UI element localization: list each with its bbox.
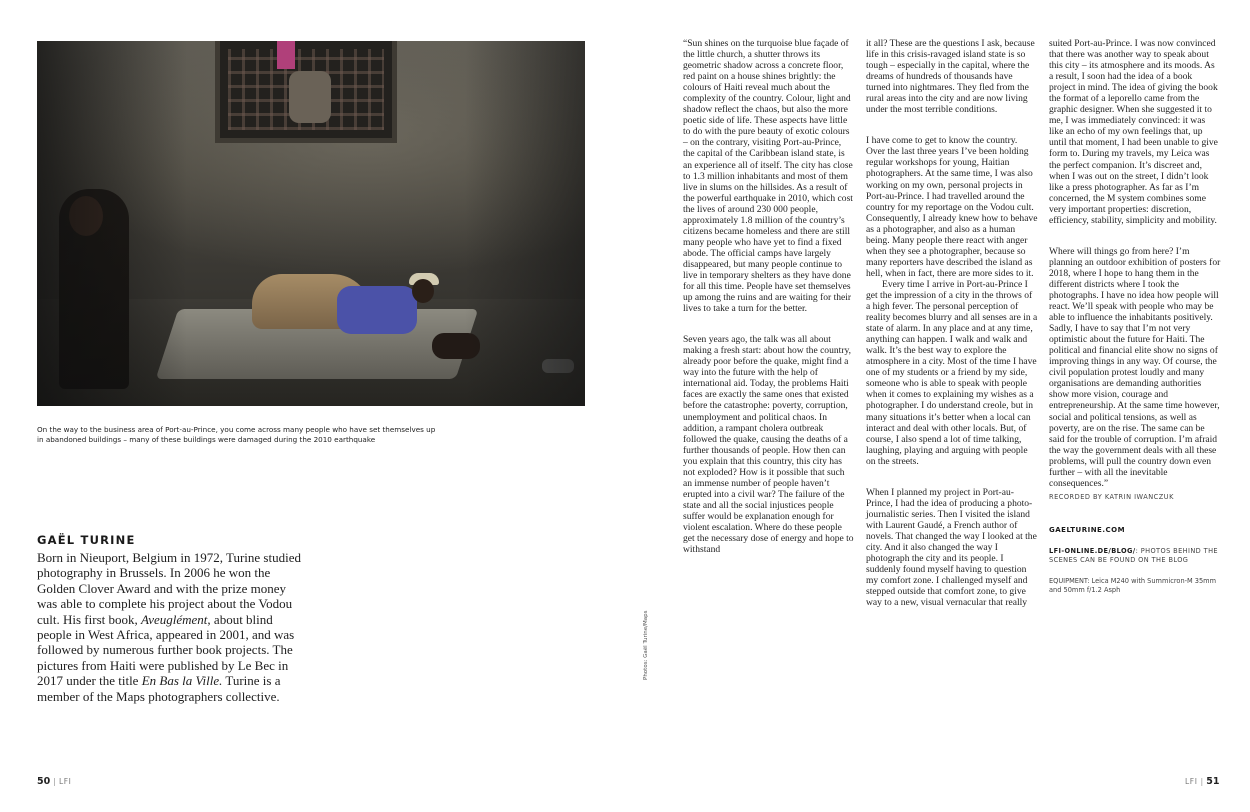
- bio-book-title: Aveuglément: [141, 611, 208, 627]
- article-paragraph: Seven years ago, the talk was all about making a fresh start: about how the country, already poor before the quake, might find a way into the future with the help of international aid. Today, the problems Haiti faces are exactly the same ones that existed before the catastrophe: poverty, corruption, unemployment and political chaos. In addition, a rampant cholera outbreak followed the quake, causing the deaths of a further thousands of people. How then can you explain that this country, this city has not exploded? How is it possible that such an immense number of people haven’t erupted into a civil war? The failure of the state and all the social injustices people suffer would be explanation enough for violent escalation. Where do these people get the necessary dose of energy and hope to withstand: [683, 334, 854, 556]
- article-column-2: [866, 38, 1038, 619]
- article-column-1: [683, 38, 855, 566]
- article-paragraph: When I planned my project in Port-au-Prince, I had the idea of producing a photo-journalistic series. Then I visited the island with Laurent Gaudé, a French author of novels. That changed the way I looked at the city. And it also changed the way I photograph the city and its people. I suddenly found myself having to question my comfort zone. I challenged myself and stepped outside that comfort zone, to give way to a new, visual vernacular that really: [866, 486, 1037, 609]
- recorded-by: RECORDED BY KATRIN IWANCZUK: [1049, 492, 1174, 501]
- feature-photo: [37, 41, 585, 406]
- photo-credit: Photos: Gaël Turine/Maps: [643, 610, 649, 680]
- article-paragraph: suited Port-au-Prince. I was now convinced that there was another way to speak about this city – its atmosphere and its moods. As a result, I soon had the idea of a book project in mind. The idea of giving the book the format of a leporello came from the graphic designer. When she suggested it to me, I was immediately convinced: it was like an echo of my own feelings that, up until that moment, I had been unable to give form to. During my travels, my Leica was the perfect companion. It’s discreet and, when I was out on the street, I didn’t look like a press photographer. As far as I’m concerned, the M system combines some very important properties: discretion, efficiency, stability, simplicity and mobility.: [1049, 38, 1218, 226]
- article-paragraph: “Sun shines on the turquoise blue façade of the little church, a shutter throws its geometric shadow across a concrete floor, red paint on a house shines brightly: the colours of Haiti reveal much about the complexity of the country. Colour, light and shadow reflect the chaos, but also the more poetic side of life. These aspects have little to do with the pure beauty of exotic colours – on the contrary, visiting Port-au-Prince, the capital of the Caribbean island state, is an experience all of itself. The city has close to 1.3 million inhabitants and most of them live in slums on the hillsides. As a result of the powerful earthquake in 2010, which cost the lives of around 230 000 people, approximately 1.8 million of the country’s citizens became homeless and there are still many people who have yet to find a fixed abode. The official camps have largely disappeared, but many people continue to live in temporary shelters as they have done for all this time. People have set themselves up among the ruins and are waiting for their lives to take a turn for the better.: [683, 38, 853, 315]
- photographer-bio: [37, 550, 302, 704]
- photographer-name: GAËL TURINE: [37, 533, 136, 547]
- photo-hanging-cloth: [277, 41, 295, 69]
- equipment-text: Leica M240 with Summicron-M 35mm and 50mm f/1.2 Asph: [1049, 576, 1217, 595]
- page-number: 50: [37, 776, 51, 787]
- blog-link[interactable]: LFI-ONLINE.DE/BLOG/: [1049, 546, 1136, 555]
- page-number-right: [1185, 776, 1219, 787]
- photo-man-head: [412, 279, 434, 303]
- bio-book-title: En Bas la Ville.: [141, 673, 223, 689]
- article-paragraph: I have come to get to know the country. Over the last three years I’ve been holding regular workshops for young, Haitian photographers. At the same time, I was also working on my own, personal projects in Port-au-Prince. I had travelled around the country for my reportage on the Vodou cult. Consequently, I already knew how to behave as a photographer, and also as a human being. Many people there react with anger when they see a photographer, because so many reporters have described the island as hell, when in fact, there are more sides to it.: [866, 135, 1038, 279]
- equipment-label: EQUIPMENT:: [1049, 576, 1090, 585]
- photo-hanging-bag: [289, 71, 331, 123]
- bio-text-part: , about blind people in West Africa, appeared in 2001, and was followed by numerous further book projects. The pictures from Haiti were published by Le Bec in 2017 under the title: [37, 611, 295, 689]
- equipment-note: [1049, 577, 1221, 596]
- magazine-name: LFI: [1185, 777, 1198, 786]
- bio-text-part: Born in Nieuport, Belgium in 1972, Turine studied photography in Brussels. In 2006 he won the Golden Clover Award and with the prize money was able to complete his project about the Vodou cult. His first book,: [37, 550, 301, 627]
- article-paragraph: Where will things go from here? I’m planning an outdoor exhibition of posters for 2018, where I hope to hang them in the different districts where I took the photographs. I have no idea how people will react. We’ll speak with people who may be able to influence the inhabitants positively. Sadly, I have to say that I’m not very optimistic about the future for Haiti. The political and financial elite show no signs of improving things in any way. Of course, the civil population protest loudly and many organisations are demanding authorities show more vision, courage and entrepreneurship. At the same time however, social and political tensions, as well as poverty, are on the rise. The same can be said for the trouble of corruption. I’m afraid the way the government deals with all these problems, will pull the country down even further – with all the inevitable consequences.”: [1049, 245, 1221, 489]
- photo-man: [337, 286, 417, 334]
- photo-caption: On the way to the business area of Port-au-Prince, you come across many people who have set themselves up in abandoned buildings – many of these buildings were damaged during the 2010 earthquake: [37, 425, 436, 444]
- page-number: 51: [1206, 776, 1220, 787]
- folio-separator: |: [53, 777, 56, 786]
- bio-text-part: Turine is a member of the Maps photographers collective.: [37, 673, 281, 704]
- website-link[interactable]: GAELTURINE.COM: [1049, 525, 1126, 534]
- article-column-3: [1049, 38, 1221, 607]
- article-paragraph: it all? These are the questions I ask, because life in this crisis-ravaged island state is so tough – especially in the capital, where the dreams of hundreds of thousands have turned into nightmares. They fled from the rural areas into the city and are now living under the most terrible conditions.: [866, 38, 1035, 116]
- blog-text: : PHOTOS BEHIND THE SCENES CAN BE FOUND ON THE BLOG: [1049, 546, 1219, 565]
- folio-separator: |: [1200, 777, 1204, 786]
- blog-note: [1049, 547, 1221, 566]
- article-paragraph: Every time I arrive in Port-au-Prince I get the impression of a city in the throws of a high fever. The personal perception of reality becomes blurry and all senses are in a state of alarm. In any place and at any time, anything can happen. I walk and walk and walk. It’s the best way to explore the atmosphere in a city. Most of the time I have one of my students or a friend by my side, someone who is able to speak with people when it comes to explaining my wishes as a photographer. I do understand creole, but in many situations it’s better when a local can interact and deal with other locals. But, of course, I also spend a lot of time talking, laughing, playing and arguing with people on the streets.: [866, 278, 1038, 467]
- magazine-name: LFI: [58, 777, 72, 786]
- page-number-left: [37, 776, 71, 787]
